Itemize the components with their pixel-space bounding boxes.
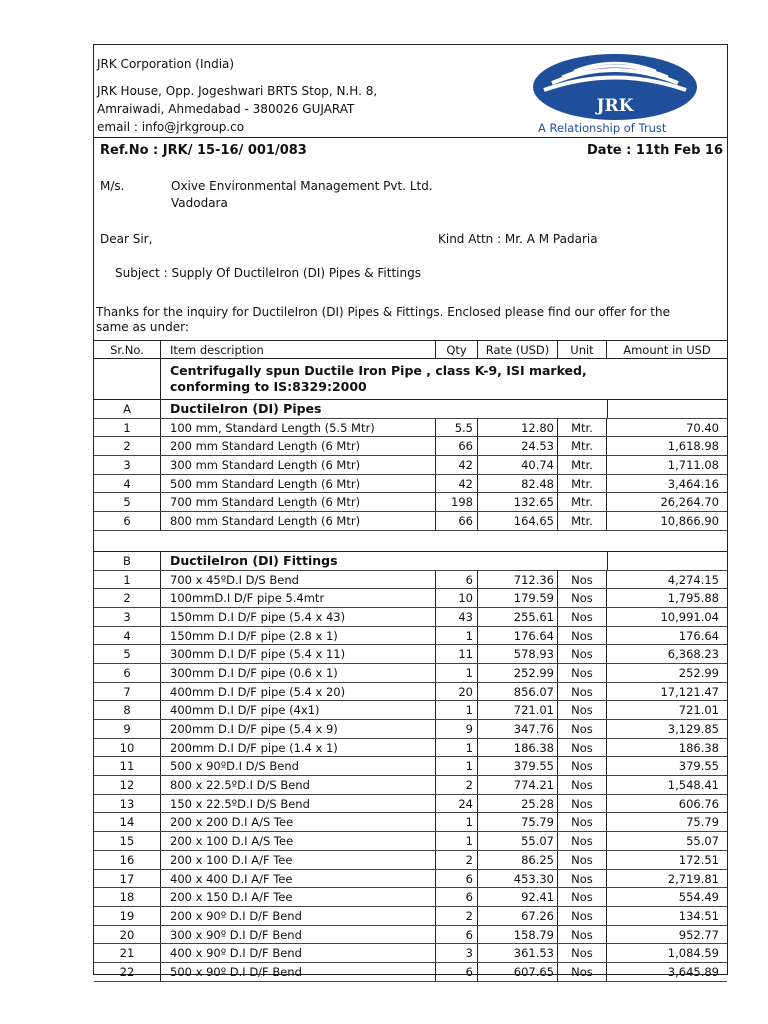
row-description: 200 x 90º D.I D/F Bend bbox=[166, 907, 436, 925]
salutation: Dear Sir, bbox=[100, 232, 153, 246]
row-qty: 2 bbox=[436, 776, 478, 794]
row-rate: 67.26 bbox=[478, 907, 558, 925]
row-rate: 75.79 bbox=[478, 813, 558, 831]
row-amount: 1,548.41 bbox=[667, 778, 719, 793]
row-qty: 43 bbox=[436, 608, 478, 626]
row-rate: 774.21 bbox=[478, 776, 558, 794]
row-description: 200 x 150 D.I A/F Tee bbox=[166, 888, 436, 906]
note-line-1: Centrifugally spun Ductile Iron Pipe , class K-9, ISI marked, bbox=[170, 363, 587, 378]
table-row bbox=[94, 589, 727, 608]
row-description: 200 x 200 D.I A/S Tee bbox=[166, 813, 436, 831]
row-amount: 1,795.88 bbox=[667, 591, 719, 606]
table-row bbox=[94, 851, 727, 870]
table-row bbox=[94, 720, 727, 739]
row-qty: 1 bbox=[436, 813, 478, 831]
logo-mark-text: JRK bbox=[596, 96, 634, 116]
row-amount: 252.99 bbox=[678, 665, 719, 680]
row-qty: 198 bbox=[436, 493, 478, 511]
row-qty: 1 bbox=[436, 739, 478, 757]
table-row bbox=[94, 437, 727, 456]
row-description: 400mm D.I D/F pipe (5.4 x 20) bbox=[166, 683, 436, 701]
row-qty: 42 bbox=[436, 456, 478, 474]
row-rate: 347.76 bbox=[478, 720, 558, 738]
table-row bbox=[94, 888, 727, 907]
row-unit: Nos bbox=[558, 870, 607, 888]
row-srno: 18 bbox=[94, 888, 161, 906]
row-amount: 70.40 bbox=[686, 420, 719, 435]
table-row bbox=[94, 475, 727, 494]
row-rate: 255.61 bbox=[478, 608, 558, 626]
table-header-row bbox=[94, 340, 727, 359]
row-description: 300mm D.I D/F pipe (5.4 x 11) bbox=[166, 645, 436, 663]
row-description: 800 mm Standard Length (6 Mtr) bbox=[166, 512, 436, 530]
row-qty: 20 bbox=[436, 683, 478, 701]
row-amount: 606.76 bbox=[678, 796, 719, 811]
intro-line-2: same as under: bbox=[96, 320, 189, 334]
row-amount: 1,711.08 bbox=[667, 458, 719, 473]
row-unit: Nos bbox=[558, 795, 607, 813]
row-description: 800 x 22.5ºD.I D/S Bend bbox=[166, 776, 436, 794]
row-srno: 16 bbox=[94, 851, 161, 869]
row-description: 700 mm Standard Length (6 Mtr) bbox=[166, 493, 436, 511]
row-unit: Nos bbox=[558, 851, 607, 869]
header-amount: Amount in USD bbox=[623, 343, 711, 357]
row-srno: 2 bbox=[94, 589, 161, 607]
row-srno: 20 bbox=[94, 926, 161, 944]
row-srno: 2 bbox=[94, 437, 161, 455]
header-srno: Sr.No. bbox=[94, 341, 161, 358]
table-row bbox=[94, 907, 727, 926]
row-description: 200mm D.I D/F pipe (5.4 x 9) bbox=[166, 720, 436, 738]
row-srno: 5 bbox=[94, 645, 161, 663]
row-rate: 721.01 bbox=[478, 701, 558, 719]
section-spacer bbox=[94, 531, 727, 552]
reference-number: Ref.No : JRK/ 15-16/ 001/083 bbox=[100, 143, 307, 158]
header-unit: Unit bbox=[558, 341, 607, 358]
row-rate: 176.64 bbox=[478, 627, 558, 645]
row-unit: Nos bbox=[558, 645, 607, 663]
section-b bbox=[94, 552, 727, 982]
row-description: 200mm D.I D/F pipe (1.4 x 1) bbox=[166, 739, 436, 757]
row-amount: 2,719.81 bbox=[667, 871, 719, 886]
section-title: DuctileIron (DI) Pipes bbox=[170, 401, 322, 416]
table-row bbox=[94, 701, 727, 720]
table-row bbox=[94, 571, 727, 590]
row-description: 500 x 90º D.I D/F Bend bbox=[166, 963, 436, 981]
section-a bbox=[94, 400, 727, 531]
recipient-prefix: M/s. bbox=[100, 179, 125, 193]
row-amount: 554.49 bbox=[678, 890, 719, 905]
row-qty: 2 bbox=[436, 851, 478, 869]
row-rate: 453.30 bbox=[478, 870, 558, 888]
row-srno: 14 bbox=[94, 813, 161, 831]
row-qty: 1 bbox=[436, 757, 478, 775]
table-row bbox=[94, 813, 727, 832]
row-rate: 40.74 bbox=[478, 456, 558, 474]
row-rate: 12.80 bbox=[478, 419, 558, 437]
row-srno: 21 bbox=[94, 944, 161, 962]
row-unit: Nos bbox=[558, 608, 607, 626]
row-unit: Nos bbox=[558, 589, 607, 607]
row-rate: 24.53 bbox=[478, 437, 558, 455]
row-qty: 5.5 bbox=[436, 419, 478, 437]
row-rate: 86.25 bbox=[478, 851, 558, 869]
row-unit: Nos bbox=[558, 832, 607, 850]
row-rate: 607.65 bbox=[478, 963, 558, 981]
row-unit: Mtr. bbox=[558, 475, 607, 493]
table-row bbox=[94, 683, 727, 702]
section-header-row bbox=[94, 552, 727, 571]
row-srno: 4 bbox=[94, 627, 161, 645]
row-rate: 179.59 bbox=[478, 589, 558, 607]
row-rate: 578.93 bbox=[478, 645, 558, 663]
table-row bbox=[94, 832, 727, 851]
row-description: 100mmD.I D/F pipe 5.4mtr bbox=[166, 589, 436, 607]
row-qty: 9 bbox=[436, 720, 478, 738]
table-row bbox=[94, 963, 727, 982]
row-description: 700 x 45ºD.I D/S Bend bbox=[166, 571, 436, 589]
row-description: 200 mm Standard Length (6 Mtr) bbox=[166, 437, 436, 455]
row-rate: 132.65 bbox=[478, 493, 558, 511]
row-description: 100 mm, Standard Length (5.5 Mtr) bbox=[166, 419, 436, 437]
row-rate: 361.53 bbox=[478, 944, 558, 962]
row-srno: 10 bbox=[94, 739, 161, 757]
row-amount: 75.79 bbox=[686, 815, 719, 830]
table-row bbox=[94, 776, 727, 795]
row-amount: 186.38 bbox=[678, 740, 719, 755]
row-qty: 6 bbox=[436, 571, 478, 589]
company-logo bbox=[530, 53, 700, 135]
row-rate: 55.07 bbox=[478, 832, 558, 850]
row-description: 400 x 90º D.I D/F Bend bbox=[166, 944, 436, 962]
quotation-sheet bbox=[93, 44, 728, 979]
subject-line: Subject : Supply Of DuctileIron (DI) Pipes & Fittings bbox=[115, 266, 421, 280]
table-row bbox=[94, 944, 727, 963]
company-email: email : info@jrkgroup.co bbox=[97, 120, 245, 134]
row-qty: 1 bbox=[436, 664, 478, 682]
row-srno: 3 bbox=[94, 608, 161, 626]
row-unit: Mtr. bbox=[558, 437, 607, 455]
row-amount: 3,464.16 bbox=[667, 476, 719, 491]
kind-attention: Kind Attn : Mr. A M Padaria bbox=[438, 232, 598, 246]
row-qty: 66 bbox=[436, 437, 478, 455]
quotation-date: Date : 11th Feb 16 bbox=[587, 143, 724, 158]
row-description: 300 x 90º D.I D/F Bend bbox=[166, 926, 436, 944]
row-rate: 856.07 bbox=[478, 683, 558, 701]
row-rate: 712.36 bbox=[478, 571, 558, 589]
row-qty: 1 bbox=[436, 627, 478, 645]
section-code: B bbox=[94, 552, 161, 570]
recipient-name: Oxive Environmental Management Pvt. Ltd. bbox=[171, 179, 433, 193]
row-amount: 1,618.98 bbox=[667, 439, 719, 454]
row-unit: Nos bbox=[558, 627, 607, 645]
row-amount: 3,129.85 bbox=[667, 722, 719, 736]
row-amount: 26,264.70 bbox=[660, 495, 719, 510]
row-description: 150 x 22.5ºD.I D/S Bend bbox=[166, 795, 436, 813]
row-unit: Nos bbox=[558, 813, 607, 831]
table-row bbox=[94, 493, 727, 512]
row-qty: 6 bbox=[436, 926, 478, 944]
row-unit: Nos bbox=[558, 683, 607, 701]
row-unit: Nos bbox=[558, 664, 607, 682]
table-row bbox=[94, 870, 727, 889]
row-amount: 1,084.59 bbox=[667, 946, 719, 961]
row-qty: 3 bbox=[436, 944, 478, 962]
row-unit: Nos bbox=[558, 739, 607, 757]
table-row bbox=[94, 757, 727, 776]
table-row bbox=[94, 627, 727, 646]
row-rate: 82.48 bbox=[478, 475, 558, 493]
row-srno: 13 bbox=[94, 795, 161, 813]
row-srno: 5 bbox=[94, 493, 161, 511]
row-description: 150mm D.I D/F pipe (5.4 x 43) bbox=[166, 608, 436, 626]
row-unit: Nos bbox=[558, 720, 607, 738]
row-amount: 55.07 bbox=[686, 834, 719, 849]
note-line-2: conforming to IS:8329:2000 bbox=[170, 379, 367, 394]
row-srno: 11 bbox=[94, 757, 161, 775]
intro-line-1: Thanks for the inquiry for DuctileIron (DI) Pipes & Fittings. Enclosed please find our offer for the bbox=[96, 305, 670, 319]
row-rate: 186.38 bbox=[478, 739, 558, 757]
row-unit: Nos bbox=[558, 926, 607, 944]
row-unit: Nos bbox=[558, 907, 607, 925]
company-name: JRK Corporation (India) bbox=[97, 57, 235, 71]
row-srno: 12 bbox=[94, 776, 161, 794]
header-qty: Qty bbox=[436, 341, 478, 358]
row-srno: 17 bbox=[94, 870, 161, 888]
table-row bbox=[94, 926, 727, 945]
row-qty: 1 bbox=[436, 701, 478, 719]
row-amount: 17,121.47 bbox=[660, 684, 719, 699]
row-description: 300 mm Standard Length (6 Mtr) bbox=[166, 456, 436, 474]
row-rate: 92.41 bbox=[478, 888, 558, 906]
address-line2: Amraiwadi, Ahmedabad - 380026 GUJARAT bbox=[97, 102, 355, 116]
table-row bbox=[94, 419, 727, 438]
row-qty: 11 bbox=[436, 645, 478, 663]
row-description: 400mm D.I D/F pipe (4x1) bbox=[166, 701, 436, 719]
table-row bbox=[94, 645, 727, 664]
row-qty: 24 bbox=[436, 795, 478, 813]
row-description: 300mm D.I D/F pipe (0.6 x 1) bbox=[166, 664, 436, 682]
row-qty: 1 bbox=[436, 832, 478, 850]
row-unit: Mtr. bbox=[558, 512, 607, 530]
row-amount: 379.55 bbox=[678, 759, 719, 774]
items-table bbox=[94, 340, 727, 982]
row-rate: 25.28 bbox=[478, 795, 558, 813]
row-unit: Nos bbox=[558, 571, 607, 589]
row-srno: 6 bbox=[94, 664, 161, 682]
row-srno: 19 bbox=[94, 907, 161, 925]
row-description: 150mm D.I D/F pipe (2.8 x 1) bbox=[166, 627, 436, 645]
header-description: Item description bbox=[166, 341, 436, 358]
row-srno: 9 bbox=[94, 720, 161, 738]
row-unit: Mtr. bbox=[558, 456, 607, 474]
section-header-row bbox=[94, 400, 727, 419]
row-srno: 15 bbox=[94, 832, 161, 850]
address-line1: JRK House, Opp. Jogeshwari BRTS Stop, N.H. 8, bbox=[97, 84, 378, 98]
row-qty: 42 bbox=[436, 475, 478, 493]
table-row bbox=[94, 795, 727, 814]
section-title: DuctileIron (DI) Fittings bbox=[170, 552, 338, 568]
divider bbox=[94, 137, 727, 138]
table-row bbox=[94, 456, 727, 475]
row-amount: 4,274.15 bbox=[667, 572, 719, 587]
row-rate: 164.65 bbox=[478, 512, 558, 530]
row-qty: 6 bbox=[436, 870, 478, 888]
row-qty: 66 bbox=[436, 512, 478, 530]
company-tagline: A Relationship of Trust bbox=[538, 121, 667, 135]
table-row bbox=[94, 608, 727, 627]
table-row bbox=[94, 512, 727, 531]
recipient-city: Vadodara bbox=[171, 196, 228, 210]
table-row bbox=[94, 664, 727, 683]
row-amount: 10,866.90 bbox=[660, 514, 719, 529]
row-unit: Nos bbox=[558, 888, 607, 906]
row-unit: Nos bbox=[558, 776, 607, 794]
row-srno: 4 bbox=[94, 475, 161, 493]
row-srno: 3 bbox=[94, 456, 161, 474]
row-rate: 158.79 bbox=[478, 926, 558, 944]
row-unit: Mtr. bbox=[558, 419, 607, 437]
row-unit: Nos bbox=[558, 963, 607, 981]
row-description: 200 x 100 D.I A/S Tee bbox=[166, 832, 436, 850]
row-srno: 22 bbox=[94, 963, 161, 981]
row-amount: 134.51 bbox=[678, 908, 719, 923]
row-srno: 8 bbox=[94, 701, 161, 719]
row-qty: 10 bbox=[436, 589, 478, 607]
section-code: A bbox=[94, 400, 161, 418]
row-unit: Nos bbox=[558, 944, 607, 962]
row-rate: 252.99 bbox=[478, 664, 558, 682]
row-srno: 1 bbox=[94, 571, 161, 589]
row-qty: 6 bbox=[436, 888, 478, 906]
row-unit: Mtr. bbox=[558, 493, 607, 511]
row-qty: 6 bbox=[436, 963, 478, 981]
row-amount: 172.51 bbox=[678, 852, 719, 867]
row-unit: Nos bbox=[558, 757, 607, 775]
row-srno: 7 bbox=[94, 683, 161, 701]
row-srno: 6 bbox=[94, 512, 161, 530]
row-amount: 176.64 bbox=[678, 628, 719, 643]
row-rate: 379.55 bbox=[478, 757, 558, 775]
row-amount: 952.77 bbox=[678, 927, 719, 942]
header-rate: Rate (USD) bbox=[478, 341, 558, 358]
product-note bbox=[94, 359, 727, 400]
row-description: 400 x 400 D.I A/F Tee bbox=[166, 870, 436, 888]
row-amount: 6,368.23 bbox=[667, 647, 719, 662]
row-description: 200 x 100 D.I A/F Tee bbox=[166, 851, 436, 869]
table-row bbox=[94, 739, 727, 758]
row-unit: Nos bbox=[558, 701, 607, 719]
row-srno: 1 bbox=[94, 419, 161, 437]
row-description: 500 mm Standard Length (6 Mtr) bbox=[166, 475, 436, 493]
row-qty: 2 bbox=[436, 907, 478, 925]
row-amount: 3,645.89 bbox=[667, 964, 719, 979]
row-amount: 10,991.04 bbox=[660, 609, 719, 624]
row-description: 500 x 90ºD.I D/S Bend bbox=[166, 757, 436, 775]
row-amount: 721.01 bbox=[678, 703, 719, 718]
